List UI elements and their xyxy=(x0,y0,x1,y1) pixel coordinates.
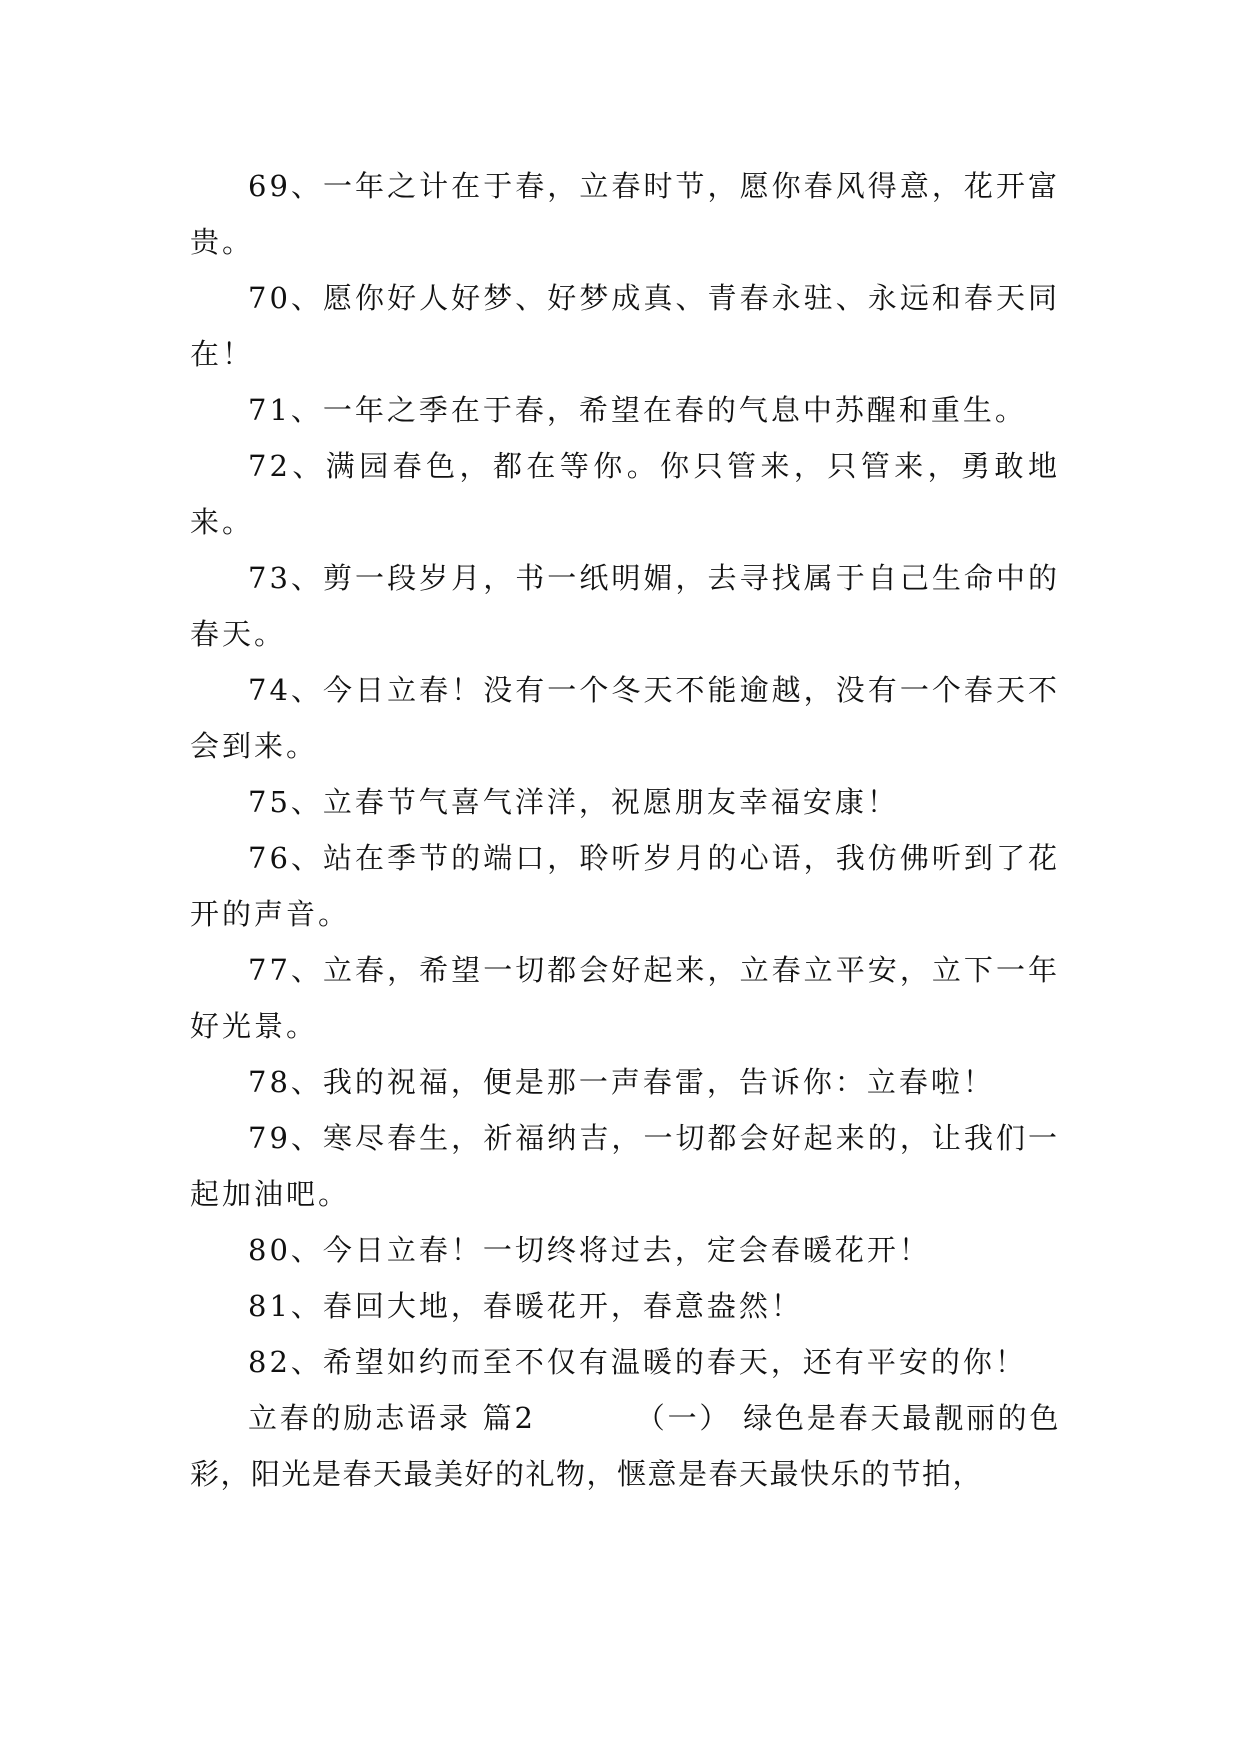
document-body xyxy=(190,158,1060,1502)
section-heading: 立春的励志语录 篇2 xyxy=(248,1401,535,1435)
section-subheading: （一） xyxy=(634,1401,732,1435)
paragraph-75: 75、立春节气喜气洋洋，祝愿朋友幸福安康！ xyxy=(248,785,899,819)
paragraph-71: 71、一年之季在于春，希望在春的气息中苏醒和重生。 xyxy=(248,393,1027,427)
paragraph-78: 78、我的祝福，便是那一声春雷，告诉你：立春啦！ xyxy=(248,1065,995,1099)
paragraph-80: 80、今日立春！一切终将过去，定会春暖花开！ xyxy=(248,1233,931,1267)
paragraph-79: 79、寒尽春生，祈福纳吉，一切都会好起来的，让我们一起加油吧。 xyxy=(190,1121,1060,1211)
paragraph-76: 76、站在季节的端口，聆听岁月的心语，我仿佛听到了花开的声音。 xyxy=(190,841,1060,931)
section-paragraph xyxy=(190,1390,1060,1502)
paragraph-69: 69、一年之计在于春，立春时节，愿你春风得意，花开富贵。 xyxy=(190,169,1060,259)
paragraph-74: 74、今日立春！没有一个冬天不能逾越，没有一个春天不会到来。 xyxy=(190,673,1060,763)
paragraph-77: 77、立春，希望一切都会好起来，立春立平安，立下一年好光景。 xyxy=(190,953,1060,1043)
paragraph-73: 73、剪一段岁月，书一纸明媚，去寻找属于自己生命中的春天。 xyxy=(190,561,1060,651)
section-text: 绿色是春天最靓丽的色彩，阳光是春天最美好的礼物，惬意是春天最快乐的节拍， xyxy=(190,1401,1060,1491)
paragraph-72: 72、满园春色，都在等你。你只管来，只管来，勇敢地来。 xyxy=(190,449,1060,539)
paragraph-70: 70、愿你好人好梦、好梦成真、青春永驻、永远和春天同在！ xyxy=(190,281,1060,371)
paragraph-82: 82、希望如约而至不仅有温暖的春天，还有平安的你！ xyxy=(248,1345,1027,1379)
paragraph-81: 81、春回大地，春暖花开，春意盎然！ xyxy=(248,1289,803,1323)
